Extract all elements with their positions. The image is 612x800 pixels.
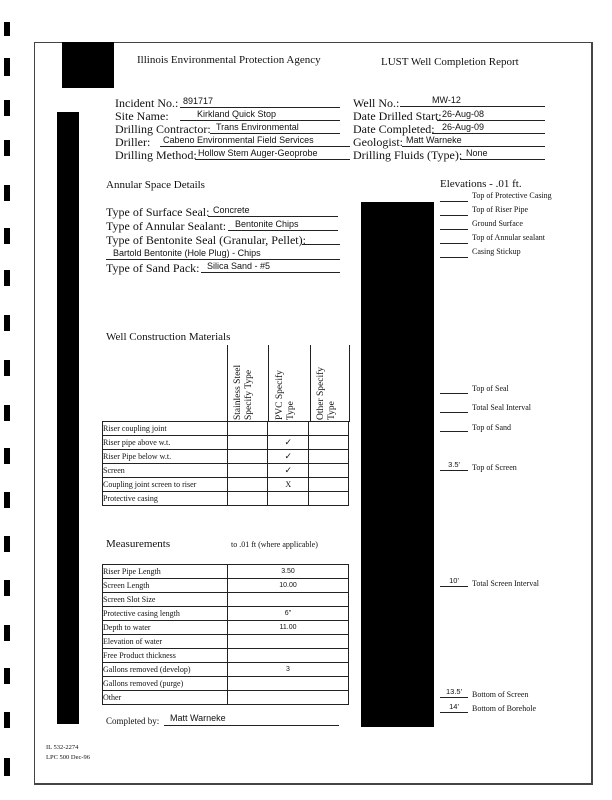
elev-label: Bottom of Screen [472,690,529,699]
agency-name: Illinois Environmental Protection Agency [137,54,321,66]
annular-sealant-underline [228,230,338,231]
sand-pack-underline [201,272,340,273]
site-name-underline [180,120,340,121]
elev-line [440,586,468,587]
date-start-label: Date Drilled Start: [353,109,442,123]
contractor-value: Trans Environmental [216,122,299,132]
measure-label: Screen Length [103,579,228,593]
elev-line [440,229,468,230]
elev-line [440,431,468,432]
measure-value [228,635,349,649]
elev-label: Total Seal Interval [472,403,531,412]
elev-label: Top of Riser Pipe [472,205,529,214]
form-number: IL 532-2274 [46,744,79,751]
scan-mark [4,448,10,464]
table-row [103,621,349,635]
scan-mark [4,140,10,156]
completed-by-value: Matt Warneke [170,713,226,723]
well-no-underline [400,106,545,107]
elev-line [440,393,468,394]
table-row [103,579,349,593]
table-row [103,565,349,579]
scan-mark [4,360,10,376]
material-label: Riser Pipe below w.t. [103,450,228,464]
scan-mark [4,580,10,596]
pvc-mark: ✓ [268,464,309,478]
scan-mark [4,270,10,286]
stainless-steel-header: Stainless Steel Specify Type [233,364,254,420]
other-header: Other Specify Type [316,366,337,420]
material-label: Riser coupling joint [103,422,228,436]
sand-pack-value: Silica Sand - #5 [207,261,271,271]
elev-line [440,257,468,258]
well-no-value: MW-12 [432,95,461,105]
measure-value: 3.50 [228,565,349,579]
materials-table [102,421,349,506]
scan-mark [4,536,10,552]
date-start-underline [437,120,545,121]
measure-value [228,593,349,607]
well-no-label: Well No.: [353,96,400,110]
elev-label: Ground Surface [472,219,523,228]
measure-value: 3 [228,663,349,677]
annular-heading: Annular Space Details [106,179,205,191]
drilling-method-label: Drilling Method: [115,148,197,162]
measurements-table [102,564,349,705]
table-row [103,450,349,464]
table-row [103,663,349,677]
table-row [103,649,349,663]
contractor-label: Drilling Contractor: [115,122,211,136]
incident-value: 891717 [183,96,214,106]
measurements-note: to .01 ft (where applicable) [231,540,318,549]
bentonite-seal-value: Bartold Bentonite (Hole Plug) - Chips [113,248,261,258]
geologist-underline [402,146,545,147]
geologist-label: Geologist: [353,135,403,149]
measure-value: 10.00 [228,579,349,593]
measure-value [228,649,349,663]
elev-line [440,697,468,698]
table-row [103,464,349,478]
elev-label: Top of Seal [472,384,509,393]
pvc-header: PVC Specify Type [275,370,296,420]
measurements-heading: Measurements [106,538,171,550]
geologist-value: Matt Warneke [406,135,462,145]
date-completed-value: 26-Aug-09 [442,122,485,132]
completed-by-underline [164,725,339,726]
scan-mark [4,492,10,508]
elev-line [440,215,468,216]
drilling-method-value: Hollow Stem Auger-Geoprobe [198,148,318,158]
elev-label: Top of Annular sealant [472,233,545,242]
elev-line [440,712,468,713]
date-completed-underline [432,133,545,134]
scan-mark [4,58,10,76]
table-row [103,607,349,621]
scan-mark [4,185,10,201]
sand-pack-label: Type of Sand Pack: [106,261,200,275]
completed-by-label: Completed by: [106,716,160,726]
bentonite-seal-label: Type of Bentonite Seal (Granular, Pellet): [106,233,306,247]
scan-mark [4,405,10,421]
pvc-mark [268,422,309,436]
top-of-screen-value: 3.5' [448,460,460,469]
elev-label: Top of Sand [472,423,511,432]
measure-label: Screen Slot Size [103,593,228,607]
material-label: Screen [103,464,228,478]
table-row [103,422,349,436]
elev-line [440,412,468,413]
measure-value: 11.00 [228,621,349,635]
date-start-value: 26-Aug-08 [442,109,485,119]
bentonite-seal-underline-1 [302,244,340,245]
incident-label: Incident No.: [115,96,179,110]
site-name-label: Site Name: [115,109,169,123]
table-row [103,691,349,705]
scan-mark [4,668,10,684]
measure-label: Protective casing length [103,607,228,621]
pvc-mark: ✓ [268,450,309,464]
bottom-screen-value: 13.5' [445,687,463,696]
annular-sealant-value: Bentonite Chips [235,219,299,229]
measure-label: Free Product thickness [103,649,228,663]
table-row [103,436,349,450]
drilling-method-underline [195,159,350,160]
table-row [103,492,349,506]
elev-label: Top of Protective Casing [472,191,552,200]
scan-mark [4,315,10,331]
table-row [103,478,349,492]
screen-interval-value: 10' [449,576,459,585]
annular-sealant-label: Type of Annular Sealant: [106,219,227,233]
scan-mark [4,22,10,36]
bottom-borehole-value: 14' [449,702,459,711]
material-label: Coupling joint screen to riser [103,478,228,492]
measure-value: 6" [228,607,349,621]
drilling-fluids-underline [460,159,545,160]
lpc-code: LPC 500 Dec-96 [46,754,91,761]
bentonite-seal-underline-2 [106,259,340,260]
measure-label: Elevation of water [103,635,228,649]
material-label: Riser pipe above w.t. [103,436,228,450]
scan-mark [4,758,10,776]
materials-heading: Well Construction Materials [106,331,231,343]
driller-value: Cabeno Environmental Field Services [163,135,314,145]
scan-mark [4,625,10,641]
elev-label: Bottom of Borehole [472,704,536,713]
contractor-underline [210,133,340,134]
measure-label: Gallons removed (purge) [103,677,228,691]
elev-label: Total Screen Interval [472,579,539,588]
surface-seal-value: Concrete [213,205,250,215]
scan-mark [4,100,10,116]
surface-seal-label: Type of Surface Seal: [106,205,210,219]
measure-label: Riser Pipe Length [103,565,228,579]
driller-label: Driller: [115,135,151,149]
elev-label: Top of Screen [472,463,517,472]
incident-underline [180,107,340,108]
elev-label: Casing Stickup [472,247,521,256]
measure-label: Other [103,691,228,705]
scan-mark [4,228,10,244]
measure-value [228,691,349,705]
measure-label: Depth to water [103,621,228,635]
surface-seal-underline [208,216,338,217]
scan-mark [4,712,10,728]
measure-value [228,677,349,691]
elevations-heading: Elevations - .01 ft. [440,178,522,190]
pvc-mark: X [268,478,309,492]
material-label: Protective casing [103,492,228,506]
site-name-value: Kirkland Quick Stop [197,109,277,119]
date-completed-label: Date Completed: [353,122,435,136]
table-row [103,677,349,691]
elev-line [440,470,468,471]
black-left-column [57,112,79,724]
elev-line [440,243,468,244]
pvc-mark [268,492,309,506]
black-header-block [62,42,114,88]
elev-line [440,201,468,202]
drilling-fluids-label: Drilling Fluids (Type): [353,148,463,162]
black-well-diagram [361,202,434,727]
driller-underline [160,146,350,147]
table-row [103,593,349,607]
pvc-mark: ✓ [268,436,309,450]
measure-label: Gallons removed (develop) [103,663,228,677]
table-row [103,635,349,649]
report-title: LUST Well Completion Report [381,56,519,68]
drilling-fluids-value: None [466,148,488,158]
